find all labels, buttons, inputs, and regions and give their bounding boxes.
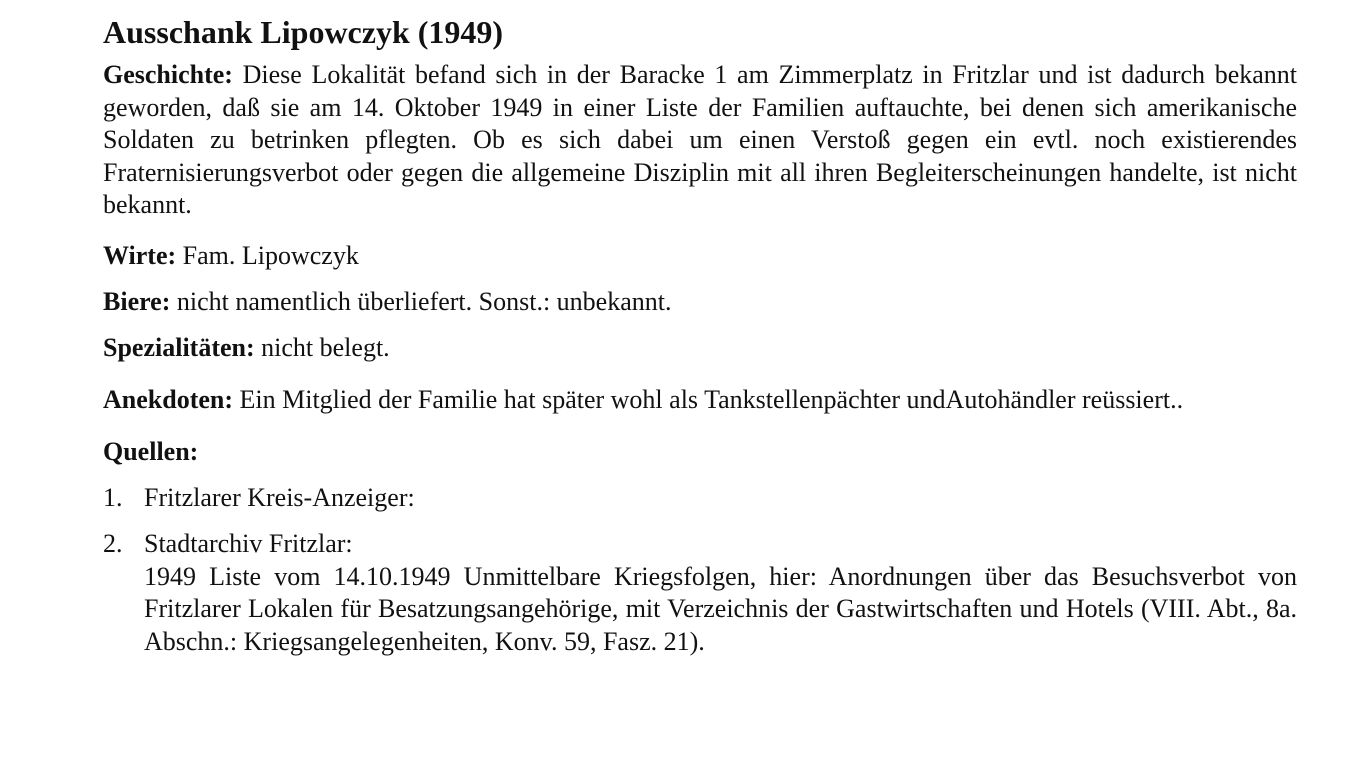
- spezialitaeten-text: nicht belegt.: [261, 332, 390, 362]
- source-number: 1.: [103, 482, 123, 512]
- source-number: 2.: [103, 529, 123, 558]
- source-title: Stadtarchiv Fritzlar:: [144, 529, 353, 558]
- quellen-label: Quellen:: [103, 436, 199, 466]
- wirte-label: Wirte:: [103, 240, 177, 270]
- anekdoten-label: Anekdoten:: [103, 384, 234, 414]
- source-item: [103, 482, 1297, 515]
- source-item: [103, 528, 1297, 658]
- geschichte-label: Geschichte:: [103, 60, 233, 89]
- page-title: Ausschank Lipowczyk (1949): [103, 14, 504, 50]
- source-title: Fritzlarer Kreis-Anzeiger:: [144, 482, 415, 512]
- anekdoten-section: [103, 384, 1297, 416]
- quellen-section: [103, 436, 1297, 468]
- wirte-section: [103, 240, 1297, 272]
- geschichte-text: Diese Lokalität befand sich in der Baracke 1 am Zimmerplatz in Fritzlar und ist dadurch bekannt geworden, daß sie am 14. Oktober 1949 in einer Liste der Familien auftauchte, bei denen sich amerikanische Soldaten zu betrinken pflegten. Ob es sich dabei um einen Verstoß gegen ein evtl. noch existierendes Fraternisierungsverbot oder gegen die allgemeine Disziplin mit all ihren Begleiterscheinungen handelte, ist nicht bekannt.: [103, 60, 1297, 219]
- wirte-text: Fam. Lipowczyk: [182, 240, 359, 270]
- biere-text: nicht namentlich überliefert. Sonst.: unbekannt.: [176, 286, 672, 316]
- document-page: [103, 10, 1297, 658]
- geschichte-section: [103, 59, 1297, 222]
- biere-section: [103, 286, 1297, 318]
- spezialitaeten-section: [103, 332, 1297, 364]
- source-list: [103, 482, 1297, 659]
- anekdoten-text: Ein Mitglied der Familie hat später wohl als Tankstellenpächter undAutohändler reüssiert..: [239, 384, 1184, 414]
- biere-label: Biere:: [103, 286, 171, 316]
- source-detail: 1949 Liste vom 14.10.1949 Unmittelbare Kriegsfolgen, hier: Anordnungen über das Besuchsverbot von Fritzlarer Lokalen für Besatzungsangehörige, mit Verzeichnis der Gastwirtschaften und Hotels (VIII. Abt., 8a. Abschn.: Kriegsangelegenheiten, Konv. 59, Fasz. 21).: [144, 561, 1297, 656]
- spezialitaeten-label: Spezialitäten:: [103, 332, 255, 362]
